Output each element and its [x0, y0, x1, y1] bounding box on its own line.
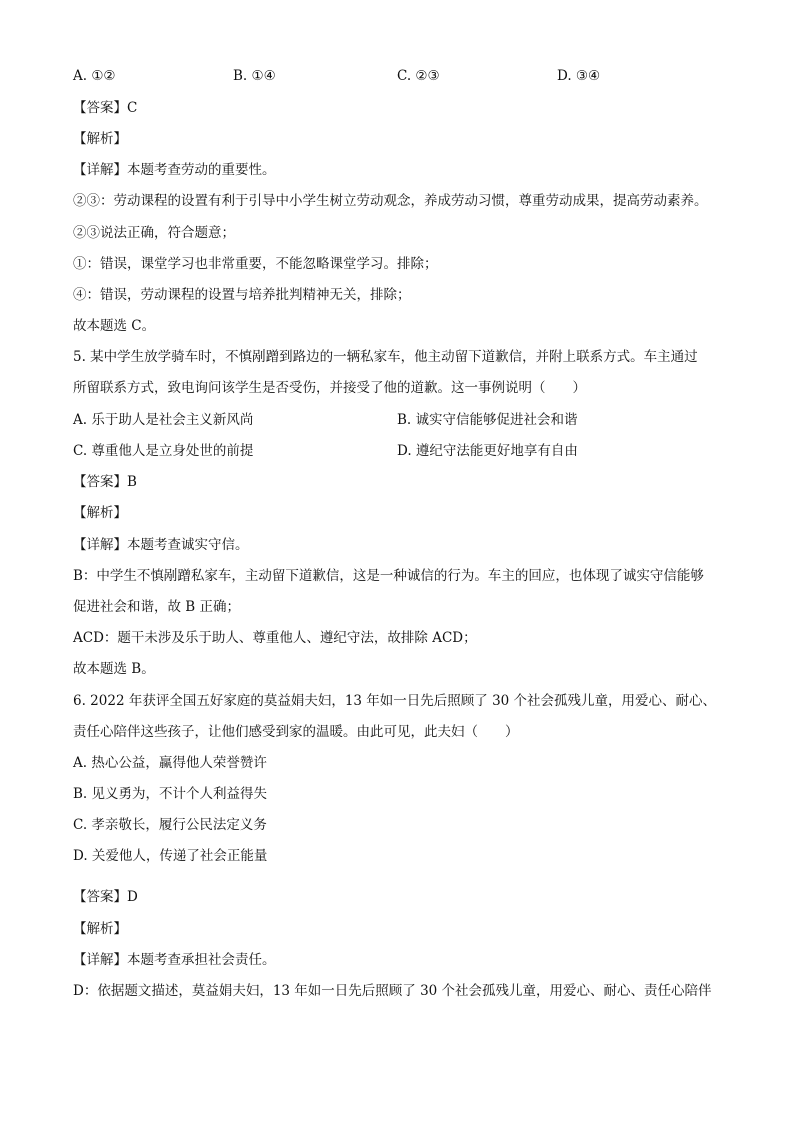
answer-value: B [127, 474, 137, 490]
q6-analysis-label: 【解析】 [73, 921, 127, 937]
answer-label: 【答案】 [73, 100, 127, 116]
answer-label: 【答案】 [73, 889, 127, 905]
q6-option-d: D. 关爱他人，传递了社会正能量 [73, 848, 268, 864]
q4-explanation-line: ②③：劳动课程的设置有利于引导中小学生树立劳动观念，养成劳动习惯，尊重劳动成果，提高劳动素养。 [73, 193, 708, 209]
q6-option-c: C. 孝亲敬长，履行公民法定义务 [73, 817, 267, 833]
detail-text: 本题考查劳动的重要性。 [127, 162, 276, 178]
q5-option-b: B. 诚实守信能够促进社会和谐 [397, 412, 578, 428]
q5-explanation-line: ACD：题干未涉及乐于助人、尊重他人、遵纪守法，故排除 ACD； [73, 630, 477, 646]
q6-option-a: A. 热心公益，赢得他人荣誉赞许 [73, 755, 267, 771]
detail-text: 本题考查承担社会责任。 [127, 952, 276, 968]
q5-analysis-label: 【解析】 [73, 505, 127, 521]
answer-label: 【答案】 [73, 474, 127, 490]
q4-option-d: D. ③④ [557, 68, 601, 84]
q5-option-c: C. 尊重他人是立身处世的前提 [73, 443, 254, 459]
answer-value: C [127, 100, 138, 116]
q6-detail [73, 950, 276, 970]
detail-text: 本题考查诚实守信。 [127, 537, 249, 553]
detail-label: 【详解】 [73, 162, 127, 178]
q4-analysis-label: 【解析】 [73, 131, 127, 147]
q5-option-d: D. 遵纪守法能更好地享有自由 [397, 443, 578, 459]
q4-explanation-line: ②③说法正确，符合题意； [73, 225, 235, 241]
q4-explanation-line: ④：错误，劳动课程的设置与培养批判精神无关，排除； [73, 287, 411, 303]
q5-explanation-line: B：中学生不慎剐蹭私家车，主动留下道歉信，这是一种诚信的行为。车主的回应，也体现了诚实守信能够 [73, 568, 704, 584]
q4-answer [73, 98, 137, 118]
q4-option-a: A. ①② [73, 68, 116, 84]
q4-detail [73, 160, 276, 180]
q5-explanation-line: 促进社会和谐，故 B 正确； [73, 599, 241, 615]
detail-label: 【详解】 [73, 952, 127, 968]
q6-answer [73, 887, 138, 907]
q5-stem-line: 5. 某中学生放学骑车时，不慎剐蹭到路边的一辆私家车，他主动留下道歉信，并附上联系方式。车主通过 [73, 349, 698, 365]
q6-explanation-line: D：依据题文描述，莫益娟夫妇，13 年如一日先后照顾了 30 个社会孤残儿童，用爱心、耐心、责任心陪伴 [73, 983, 712, 999]
q4-explanation-line: ①：错误，课堂学习也非常重要，不能忽略课堂学习。排除； [73, 256, 438, 272]
answer-value: D [127, 889, 138, 905]
q5-stem-line: 所留联系方式，致电询问该学生是否受伤，并接受了他的道歉。这一事例说明（ ） [73, 380, 586, 396]
q4-option-c: C. ②③ [397, 68, 440, 84]
q4-explanation-line: 故本题选 C。 [73, 318, 156, 334]
q5-explanation-line: 故本题选 B。 [73, 661, 155, 677]
q5-answer [73, 472, 137, 492]
q6-stem-line: 6. 2022 年获评全国五好家庭的莫益娟夫妇，13 年如一日先后照顾了 30 个社会孤残儿童，用爱心、耐心、 [73, 693, 717, 709]
q6-option-b: B. 见义勇为，不计个人利益得失 [73, 786, 268, 802]
detail-label: 【详解】 [73, 537, 127, 553]
q6-stem-line: 责任心陪伴这些孩子，让他们感受到家的温暖。由此可见，此夫妇（ ） [73, 724, 519, 740]
q5-option-a: A. 乐于助人是社会主义新风尚 [73, 412, 254, 428]
q4-option-b: B. ①④ [233, 68, 276, 84]
q5-detail [73, 535, 249, 555]
